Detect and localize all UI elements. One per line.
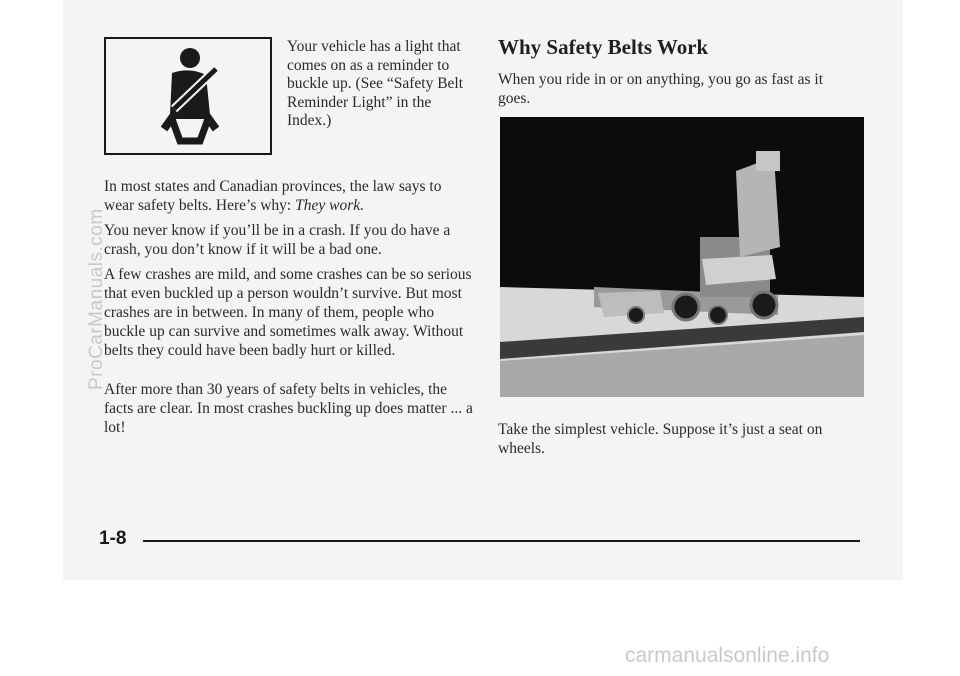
seat-on-wheels-photo: [500, 117, 864, 397]
they-work-emphasis: They work.: [295, 197, 364, 214]
bottom-watermark: carmanualsonline.info: [625, 644, 830, 667]
paragraph-law: [104, 177, 474, 215]
seatbelt-reminder-icon: [144, 45, 236, 149]
side-watermark: ProCarManuals.com: [86, 208, 107, 390]
page-number: 1-8: [99, 528, 127, 549]
reminder-light-note: Your vehicle has a light that comes on as a reminder to buckle up. (See “Safety Belt Reminder Light” in the Index.): [287, 38, 464, 129]
ride-speed-text: When you ride in or on anything, you go as fast as it goes.: [498, 71, 824, 107]
paragraph-crashes: A few crashes are mild, and some crashes can be so serious that even buckled up a person wouldn’t survive. But most crashes are in between. In many of them, people who buckle up can survive and sometimes walk away. Without belts they could have been badly hurt or killed.: [104, 266, 472, 359]
footer-rule: [143, 540, 860, 542]
seatbelt-icon-frame: [104, 37, 272, 155]
paragraph-law-text: In most states and Canadian provinces, the law says to wear safety belts. Here’s why:: [104, 178, 442, 214]
paragraph-never-know: You never know if you’ll be in a crash. If you do have a crash, you don’t know if it will be a bad one.: [104, 222, 451, 258]
photo-caption: Take the simplest vehicle. Suppose it’s just a seat on wheels.: [498, 421, 823, 457]
section-heading: Why Safety Belts Work: [498, 35, 709, 59]
paragraph-facts: After more than 30 years of safety belts in vehicles, the facts are clear. In most crashes buckling up does matter ... a lot!: [104, 381, 473, 436]
